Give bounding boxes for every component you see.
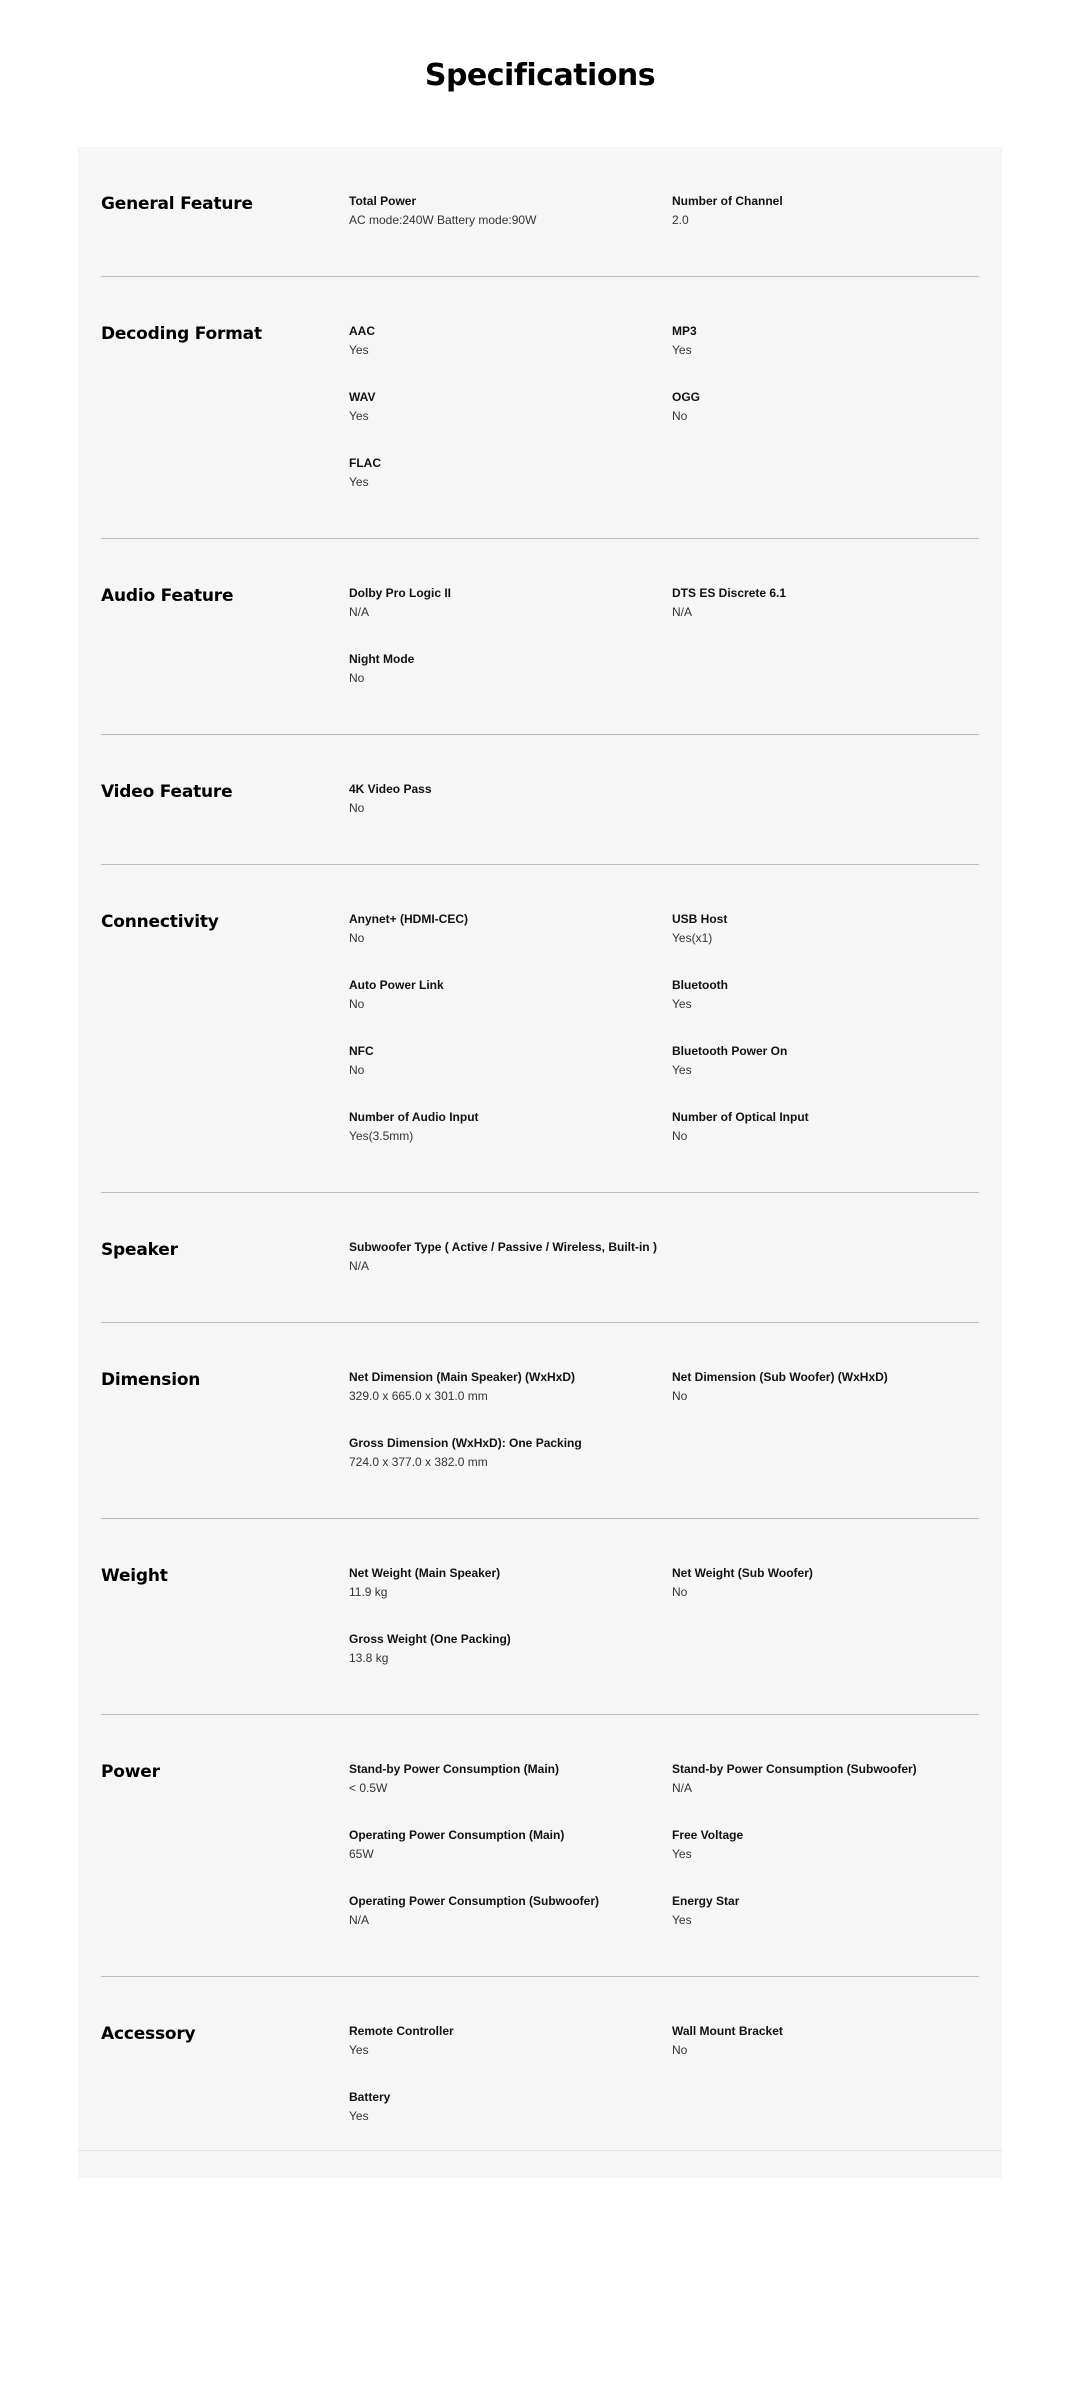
spec-label: NFC: [349, 1044, 374, 1058]
spec-item: [349, 323, 649, 358]
spec-item: [349, 389, 649, 424]
spec-section-speaker: [101, 1193, 979, 1323]
spec-label: MP3: [672, 324, 697, 338]
spec-value: No: [349, 1063, 365, 1077]
spec-label: Gross Weight (One Packing): [349, 1632, 511, 1646]
spec-item: [349, 1043, 649, 1078]
spec-value: Yes: [349, 343, 369, 357]
spec-item: [349, 1893, 649, 1928]
spec-value: < 0.5W: [349, 1781, 388, 1795]
spec-label: Gross Dimension (WxHxD): One Packing: [349, 1436, 582, 1450]
spec-label: Wall Mount Bracket: [672, 2024, 783, 2038]
spec-label: Bluetooth Power On: [672, 1044, 788, 1058]
spec-section-connectivity: [101, 865, 979, 1193]
section-title: Connectivity: [101, 912, 219, 932]
section-title: Power: [101, 1762, 160, 1782]
spec-value: 65W: [349, 1847, 374, 1861]
spec-item: [349, 911, 649, 946]
spec-label: Net Dimension (Sub Woofer) (WxHxD): [672, 1370, 888, 1384]
section-title: General Feature: [101, 194, 253, 214]
section-title: Audio Feature: [101, 586, 234, 606]
spec-value: No: [672, 1585, 688, 1599]
specifications-panel: [78, 147, 1002, 2178]
spec-label: Number of Optical Input: [672, 1110, 809, 1124]
spec-value: No: [349, 671, 365, 685]
spec-section-dimension: [101, 1323, 979, 1519]
spec-section-decoding-format: [101, 277, 979, 539]
spec-label: Remote Controller: [349, 2024, 454, 2038]
section-title: Video Feature: [101, 782, 233, 802]
spec-item: [349, 455, 649, 490]
spec-label: Energy Star: [672, 1894, 740, 1908]
spec-item: [349, 585, 649, 620]
spec-label: Net Weight (Main Speaker): [349, 1566, 501, 1580]
spec-section-weight: [101, 1519, 979, 1715]
spec-label: Subwoofer Type ( Active / Passive / Wireless, Built-in ): [349, 1240, 657, 1254]
spec-item: [349, 977, 649, 1012]
spec-section-audio-feature: [101, 539, 979, 735]
spec-item: [672, 1827, 972, 1862]
spec-value: No: [672, 1389, 688, 1403]
spec-value: N/A: [349, 1259, 370, 1273]
spec-label: Net Weight (Sub Woofer): [672, 1566, 813, 1580]
spec-value: Yes: [672, 1847, 692, 1861]
spec-label: FLAC: [349, 456, 381, 470]
spec-value: Yes: [672, 343, 692, 357]
spec-item: [349, 1435, 649, 1470]
spec-item: [349, 2089, 649, 2124]
spec-value: Yes: [672, 997, 692, 1011]
spec-item: [349, 193, 649, 228]
spec-item: [672, 1043, 972, 1078]
spec-item: [672, 1761, 972, 1796]
spec-item: [349, 2023, 649, 2058]
spec-section-power: [101, 1715, 979, 1977]
spec-label: Number of Audio Input: [349, 1110, 479, 1124]
spec-item: [349, 781, 649, 816]
spec-value: Yes: [349, 409, 369, 423]
spec-item: [672, 1369, 972, 1404]
spec-section-general-feature: [101, 147, 979, 277]
spec-item: [349, 1239, 657, 1274]
spec-label: Night Mode: [349, 652, 415, 666]
spec-section-video-feature: [101, 735, 979, 865]
spec-value: N/A: [349, 1913, 370, 1927]
spec-item: [349, 1109, 649, 1144]
spec-label: Operating Power Consumption (Subwoofer): [349, 1894, 599, 1908]
spec-label: Anynet+ (HDMI-CEC): [349, 912, 468, 926]
spec-value: Yes: [672, 1063, 692, 1077]
spec-value: No: [349, 997, 365, 1011]
spec-label: Number of Channel: [672, 194, 783, 208]
spec-item: [349, 1369, 649, 1404]
spec-item: [672, 585, 972, 620]
spec-item: [349, 1761, 649, 1796]
spec-item: [349, 1565, 649, 1600]
spec-value: 329.0 x 665.0 x 301.0 mm: [349, 1389, 488, 1403]
spec-value: Yes: [349, 475, 369, 489]
spec-label: DTS ES Discrete 6.1: [672, 586, 787, 600]
spec-item: [672, 389, 972, 424]
spec-label: Battery: [349, 2090, 391, 2104]
spec-item: [672, 1109, 972, 1144]
spec-section-accessory: [101, 1977, 979, 2173]
spec-label: Operating Power Consumption (Main): [349, 1828, 565, 1842]
spec-value: Yes: [672, 1913, 692, 1927]
spec-item: [672, 323, 972, 358]
spec-value: 13.8 kg: [349, 1651, 389, 1665]
spec-item: [672, 193, 972, 228]
spec-value: No: [672, 1129, 688, 1143]
spec-label: USB Host: [672, 912, 728, 926]
spec-value: 2.0: [672, 213, 689, 227]
spec-label: 4K Video Pass: [349, 782, 432, 796]
spec-value: AC mode:240W Battery mode:90W: [349, 213, 537, 227]
spec-label: Total Power: [349, 194, 417, 208]
spec-value: N/A: [672, 605, 693, 619]
spec-value: N/A: [349, 605, 370, 619]
spec-value: No: [349, 801, 365, 815]
spec-label: Free Voltage: [672, 1828, 744, 1842]
spec-value: No: [672, 2043, 688, 2057]
section-title: Dimension: [101, 1370, 201, 1390]
spec-value: 724.0 x 377.0 x 382.0 mm: [349, 1455, 488, 1469]
spec-item: [672, 1565, 972, 1600]
page-title: Specifications: [424, 58, 656, 93]
spec-value: Yes: [349, 2109, 369, 2123]
section-title: Decoding Format: [101, 324, 262, 344]
section-title: Accessory: [101, 2024, 196, 2044]
spec-label: WAV: [349, 390, 376, 404]
spec-label: Dolby Pro Logic II: [349, 586, 452, 600]
spec-item: [349, 651, 649, 686]
spec-value: No: [672, 409, 688, 423]
spec-label: Auto Power Link: [349, 978, 444, 992]
spec-label: Bluetooth: [672, 978, 728, 992]
spec-value: Yes(3.5mm): [349, 1129, 414, 1143]
spec-item: [349, 1631, 649, 1666]
spec-value: Yes(x1): [672, 931, 713, 945]
spec-item: [349, 1827, 649, 1862]
spec-label: OGG: [672, 390, 701, 404]
spec-item: [672, 2023, 972, 2058]
spec-value: 11.9 kg: [349, 1585, 388, 1599]
spec-value: N/A: [672, 1781, 693, 1795]
spec-value: No: [349, 931, 365, 945]
spec-value: Yes: [349, 2043, 369, 2057]
spec-item: [672, 977, 972, 1012]
spec-label: Net Dimension (Main Speaker) (WxHxD): [349, 1370, 576, 1384]
spec-label: Stand-by Power Consumption (Main): [349, 1762, 559, 1776]
spec-item: [672, 1893, 972, 1928]
section-title: Speaker: [101, 1240, 178, 1260]
spec-label: AAC: [349, 324, 375, 338]
spec-label: Stand-by Power Consumption (Subwoofer): [672, 1762, 917, 1776]
spec-item: [672, 911, 972, 946]
section-title: Weight: [101, 1566, 168, 1586]
